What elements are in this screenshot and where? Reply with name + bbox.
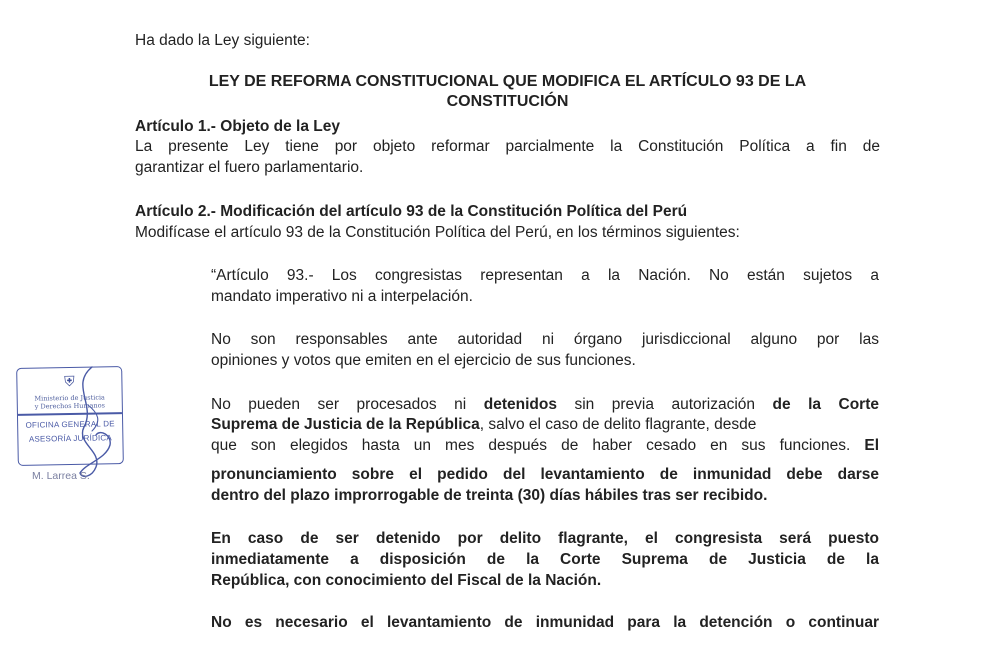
p3-text-g: que son elegidos hasta un mes después de haber cesado en sus funciones. (211, 437, 851, 454)
stamp-name: M. Larrea S. (32, 470, 90, 482)
article-93-p3-line-2 (211, 415, 756, 435)
p3-text-d: de la Corte (772, 396, 880, 413)
law-title-line-1: LEY DE REFORMA CONSTITUCIONAL QUE MODIFICA EL ARTÍCULO 93 DE LA (208, 73, 807, 90)
article-93-p3-line-3 (211, 436, 879, 456)
p3-text-a: No pueden ser procesados ni (211, 396, 467, 413)
article-1-heading: Artículo 1.- Objeto de la Ley (135, 118, 340, 135)
p3-text-f: , salvo el caso de delito flagrante, desde (479, 416, 757, 433)
p3-text-c: sin previa autorización (574, 396, 756, 413)
stamp-ministry-line-1: Ministerio de Justicia (34, 393, 105, 403)
article-93-p4-line-1: En caso de ser detenido por delito flagrante, el congresista será puesto (211, 530, 879, 547)
article-1-line-1: La presente Ley tiene por objeto reformar parcialmente la Constitución Política a fin de (135, 138, 880, 155)
article-93-p3-line-1 (211, 395, 879, 415)
intro-text: Ha dado la Ley siguiente: (135, 32, 310, 49)
stamp-office-line-2: ASESORÍA JURÍDICA (28, 433, 112, 444)
article-1-line-2: garantizar el fuero parlamentario. (135, 159, 364, 176)
article-93-p2-line-1: No son responsables ante autoridad ni órgano jurisdiccional alguno por las (211, 331, 879, 348)
p3-text-h: El (864, 437, 880, 454)
shield-icon: ⛨ (64, 373, 75, 391)
law-title-line-2: CONSTITUCIÓN (446, 93, 569, 110)
p3-text-b: detenidos (483, 396, 557, 413)
p3-text-e: Suprema de Justicia de la República (211, 416, 480, 433)
article-93-p3-line-4: pronunciamiento sobre el pedido del levantamiento de inmunidad debe darse (211, 466, 879, 483)
stamp-office-line-1: OFICINA GENERAL DE (25, 419, 115, 430)
article-93-p3-line-5: dentro del plazo improrrogable de treinta (30) días hábiles tras ser recibido. (211, 487, 768, 504)
stamp-ministry-line-2: y Derechos Humanos (34, 401, 105, 411)
article-93-p1-line-2: mandato imperativo ni a interpelación. (211, 288, 473, 305)
article-93-p4-line-2: inmediatamente a disposición de la Corte Suprema de Justicia de la (211, 551, 879, 568)
article-93-p2-line-2: opiniones y votos que emiten en el ejercicio de sus funciones. (211, 352, 636, 369)
article-93-p1-line-1: “Artículo 93.- Los congresistas representan a la Nación. No están sujetos a (211, 267, 879, 284)
article-93-p5-line-1: No es necesario el levantamiento de inmunidad para la detención o continuar (211, 614, 879, 631)
article-93-p4-line-3: República, con conocimiento del Fiscal de la Nación. (211, 572, 602, 589)
article-2-line-1: Modifícase el artículo 93 de la Constitución Política del Perú, en los términos siguientes: (135, 224, 740, 241)
signature (62, 365, 122, 485)
article-2-heading: Artículo 2.- Modificación del artículo 93 de la Constitución Política del Perú (135, 203, 688, 220)
